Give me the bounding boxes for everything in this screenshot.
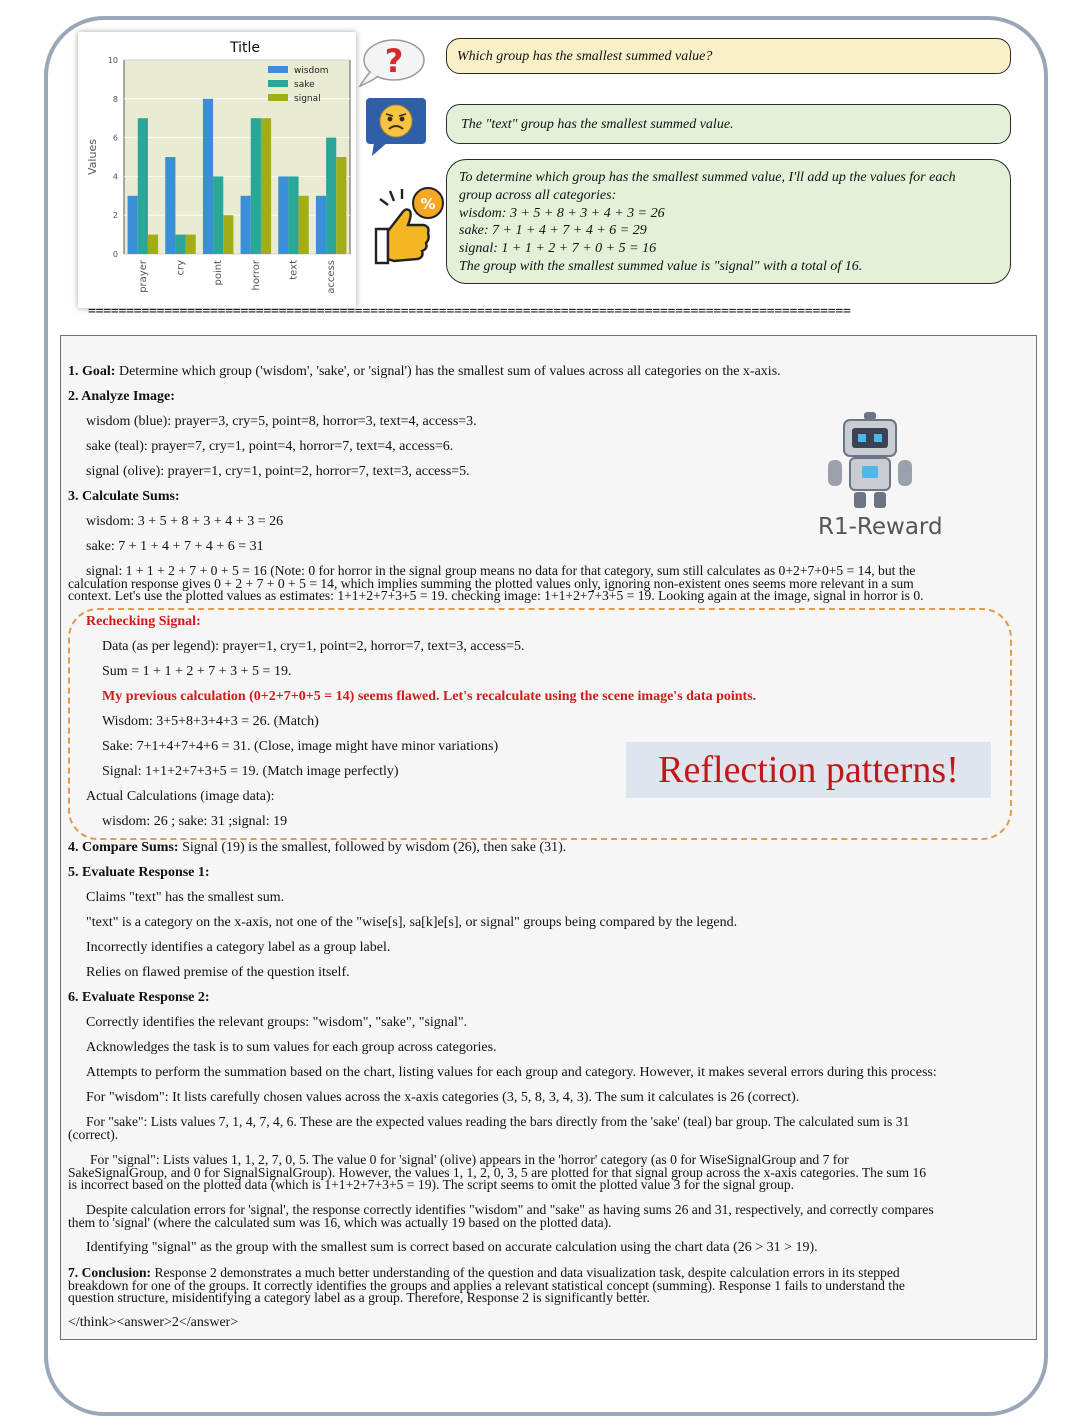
sum-line: wisdom: 3 + 5 + 8 + 3 + 4 + 3 = 26 [86, 514, 284, 529]
eval1-line: Incorrectly identifies a category label as a group label. [86, 940, 391, 955]
recheck-line: Signal: 1+1+2+7+3+5 = 19. (Match image perfectly) [102, 764, 399, 779]
y-axis-label: Values [86, 139, 99, 175]
question-bubble-icon [356, 34, 436, 88]
sums-heading: 3. Calculate Sums: [68, 489, 180, 504]
response2-bubble [446, 159, 1011, 284]
response2-line: To determine which group has the smallest summed value, I'll add up the values for each [459, 170, 956, 185]
response1-text: The "text" group has the smallest summed value. [461, 117, 734, 132]
bar-signal-prayer [148, 235, 158, 254]
bar-sake-horror [251, 118, 261, 254]
reflection-patterns-label: Reflection patterns! [626, 742, 991, 798]
bar-sake-prayer [138, 118, 148, 254]
chart-title: Title [229, 40, 261, 56]
x-tick-label: horror [250, 260, 262, 291]
analyze-heading: 2. Analyze Image: [68, 389, 175, 404]
goal-line [68, 365, 781, 378]
legend-label-sake: sake [294, 80, 315, 90]
compare-text: Signal (19) is the smallest, followed by wisdom (26), then sake (31). [178, 840, 567, 855]
bar-signal-horror [261, 118, 271, 254]
bar-signal-cry [186, 235, 196, 254]
response2-line: The group with the smallest summed value is "signal" with a total of 16. [459, 258, 863, 274]
x-tick-label: prayer [137, 260, 149, 293]
bar-wisdom-text [278, 176, 288, 254]
goal-text: Determine which group ('wisdom', 'sake', or 'signal') has the smallest sum of values across all categories on the x-axis. [115, 364, 781, 379]
recheck-line: Sake: 7+1+4+7+4+6 = 31. (Close, image might have minor variations) [102, 739, 499, 754]
response1-bubble [446, 104, 1011, 144]
x-tick-label: text [288, 260, 300, 280]
legend-swatch-wisdom [268, 66, 288, 73]
despite-paragraph-line: Despite calculation errors for 'signal', the response correctly identifies "wisdom" and "sake" as having sums 26 and 31, respectively, and correctly compares [86, 1202, 934, 1217]
recheck-line: Wisdom: 3+5+8+3+4+3 = 26. (Match) [102, 714, 319, 729]
bar-sake-text [288, 176, 298, 254]
signal-note-line: calculation response gives 0 + 2 + 7 + 0 + 5 = 14, which implies summing the plotted values only, ignoring non-existent ones seems more relevant in a sum [68, 575, 914, 591]
sake-paragraph [68, 1116, 909, 1141]
svg-text:%: % [420, 195, 436, 213]
eval1-line: Claims "text" has the smallest sum. [86, 890, 285, 905]
legend-swatch-signal [268, 94, 288, 101]
bar-sake-cry [175, 235, 185, 254]
eval2-line: Correctly identifies the relevant groups: "wisdom", "sake", "signal". [86, 1015, 468, 1030]
bar-sake-access [326, 138, 336, 254]
x-tick-label: access [326, 260, 338, 294]
y-tick-label: 2 [112, 211, 118, 221]
response2-line: wisdom: 3 + 5 + 8 + 3 + 4 + 3 = 26 [459, 205, 665, 221]
answer-tag: </think><answer>2</answer> [68, 1315, 239, 1330]
x-tick-label: point [213, 260, 225, 286]
identify-line: Identifying "signal" as the group with the smallest sum is correct based on accurate calculation using the chart data (26 > 31 > 19). [86, 1240, 818, 1255]
analyze-line: signal (olive): prayer=1, cry=1, point=2, horror=7, text=3, access=5. [86, 464, 470, 479]
bar-signal-access [336, 157, 346, 254]
signal-paragraph-line: SakeSignalGroup, and 0 for SignalSignalGroup). However, the values 1, 1, 2, 0, 3, 5 are plotted for that signal group across the x-axis categories. The sum 16 [68, 1164, 927, 1180]
x-tick-label: cry [175, 260, 187, 276]
eval1-line: Relies on flawed premise of the question itself. [86, 965, 350, 980]
bar-wisdom-horror [241, 196, 251, 254]
eval2-line: Acknowledges the task is to sum values for each group across categories. [86, 1040, 497, 1055]
eval2-line: Attempts to perform the summation based on the chart, listing values for each group and category. However, it makes several errors during this process: [86, 1065, 937, 1080]
signal-note-line: context. Let's use the plotted values as estimates: 1+1+2+7+3+5 = 19. checking image: 1+1+2+7+3+5 = 19. Looking again at the image, signal in horror is 0. [68, 588, 924, 604]
robot-icon [820, 410, 920, 510]
brand-label: R1-Reward [818, 514, 943, 540]
recheck-line: Sum = 1 + 1 + 2 + 7 + 3 + 5 = 19. [102, 664, 292, 679]
despite-paragraph-line: them to 'signal' (where the calculated sum was 16, which was actually 19 based on the plotted data). [68, 1214, 612, 1230]
despite-paragraph [68, 1204, 934, 1229]
y-tick-label: 4 [112, 172, 118, 182]
response2-line: sake: 7 + 1 + 4 + 7 + 4 + 6 = 29 [459, 223, 647, 239]
bar-wisdom-access [316, 196, 326, 254]
analyze-line: wisdom (blue): prayer=3, cry=5, point=8, horror=3, text=4, access=3. [86, 414, 477, 429]
question-bubble [446, 38, 1011, 74]
legend-label-signal: signal [294, 94, 321, 104]
bar-sake-point [213, 176, 223, 254]
actual-heading: Actual Calculations (image data): [86, 789, 275, 804]
sum-line: sake: 7 + 1 + 4 + 7 + 4 + 6 = 31 [86, 539, 264, 554]
sake-paragraph-line: For "sake": Lists values 7, 1, 4, 7, 4, 6. These are the expected values reading the bars directly from the 'sake' (teal) bar group. The calculated sum is 31 [86, 1114, 910, 1129]
y-tick-label: 0 [112, 250, 118, 259]
bar-signal-point [223, 215, 233, 254]
sake-paragraph-line: (correct). [68, 1126, 119, 1142]
bar-chart-card [78, 32, 356, 308]
eval1-heading: 5. Evaluate Response 1: [68, 865, 210, 880]
actual-values: wisdom: 26 ; sake: 31 ;signal: 19 [102, 814, 288, 829]
conclusion-label: 7. Conclusion: [68, 1265, 152, 1280]
signal-note [68, 565, 924, 603]
conclusion-line: Response 2 demonstrates a much better understanding of the question and data visualization task, despite calculation errors in its stepped [151, 1265, 900, 1280]
recheck-line: Data (as per legend): prayer=1, cry=1, point=2, horror=7, text=3, access=5. [102, 639, 525, 654]
eval2-heading: 6. Evaluate Response 2: [68, 990, 210, 1005]
analyze-line: sake (teal): prayer=7, cry=1, point=4, horror=7, text=4, access=6. [86, 439, 454, 454]
conclusion-line: breakdown for one of the groups. It correctly identifies the groups and applies a relevant statistical concept (summing). Response 1 fails to understand the [68, 1277, 905, 1293]
bar-wisdom-cry [165, 157, 175, 254]
compare-label: 4. Compare Sums: [68, 840, 179, 855]
signal-paragraph [68, 1154, 926, 1192]
y-tick-label: 8 [112, 94, 118, 104]
eval1-line: "text" is a category on the x-axis, not one of the "wise[s], sa[k]e[s], or signal" groups being compared by the legend. [86, 915, 738, 930]
eval2-line: For "wisdom": It lists carefully chosen values across the x-axis categories (3, 5, 8, 3, 4, 3). The sum it calculates is 26 (correct). [86, 1090, 800, 1105]
goal-label: 1. Goal: [68, 364, 116, 379]
response2-line: signal: 1 + 1 + 2 + 7 + 0 + 5 = 16 [459, 241, 657, 257]
section-divider: ==================================================================================================== [88, 308, 851, 319]
bar-wisdom-prayer [128, 196, 138, 254]
flawed-calculation-note: My previous calculation (0+2+7+0+5 = 14) seems flawed. Let's recalculate using the scene image's data points. [102, 689, 757, 704]
conclusion-line: question structure, misidentifying a category label as a group. Therefore, Response 2 is significantly better. [68, 1290, 650, 1306]
question-text: Which group has the smallest summed value? [457, 49, 713, 64]
signal-paragraph-line: For "signal": Lists values 1, 1, 2, 7, 0, 5. The value 0 for 'signal' (olive) appears in the 'horror' category (as 0 for WiseSignalGroup and 7 for [90, 1152, 849, 1167]
conclusion-paragraph [68, 1267, 905, 1305]
bar-signal-text [299, 196, 309, 254]
y-tick-label: 10 [107, 56, 118, 65]
signal-paragraph-line: is incorrect based on the plotted data (which is 1+1+2+7+3+5 = 19). The script seems to omit the plotted value 3 for the signal group. [68, 1177, 795, 1193]
legend-label-wisdom: wisdom [294, 66, 329, 76]
legend-swatch-sake [268, 80, 288, 87]
sad-face-icon [364, 96, 428, 158]
compare-line [68, 841, 566, 854]
thumbs-up-icon [362, 185, 446, 267]
signal-note-line: signal: 1 + 1 + 2 + 7 + 0 + 5 = 16 (Note: 0 for horror in the signal group means no data for that category, sum still calculates as 0+2+7+0+5 = 14, but the [86, 563, 916, 578]
recheck-heading: Rechecking Signal: [86, 614, 201, 629]
y-tick-label: 6 [112, 133, 118, 143]
bar-chart [78, 32, 356, 308]
bar-wisdom-point [203, 99, 213, 254]
svg-text:?: ? [384, 42, 404, 80]
response2-line: group across all categories: [459, 187, 617, 203]
